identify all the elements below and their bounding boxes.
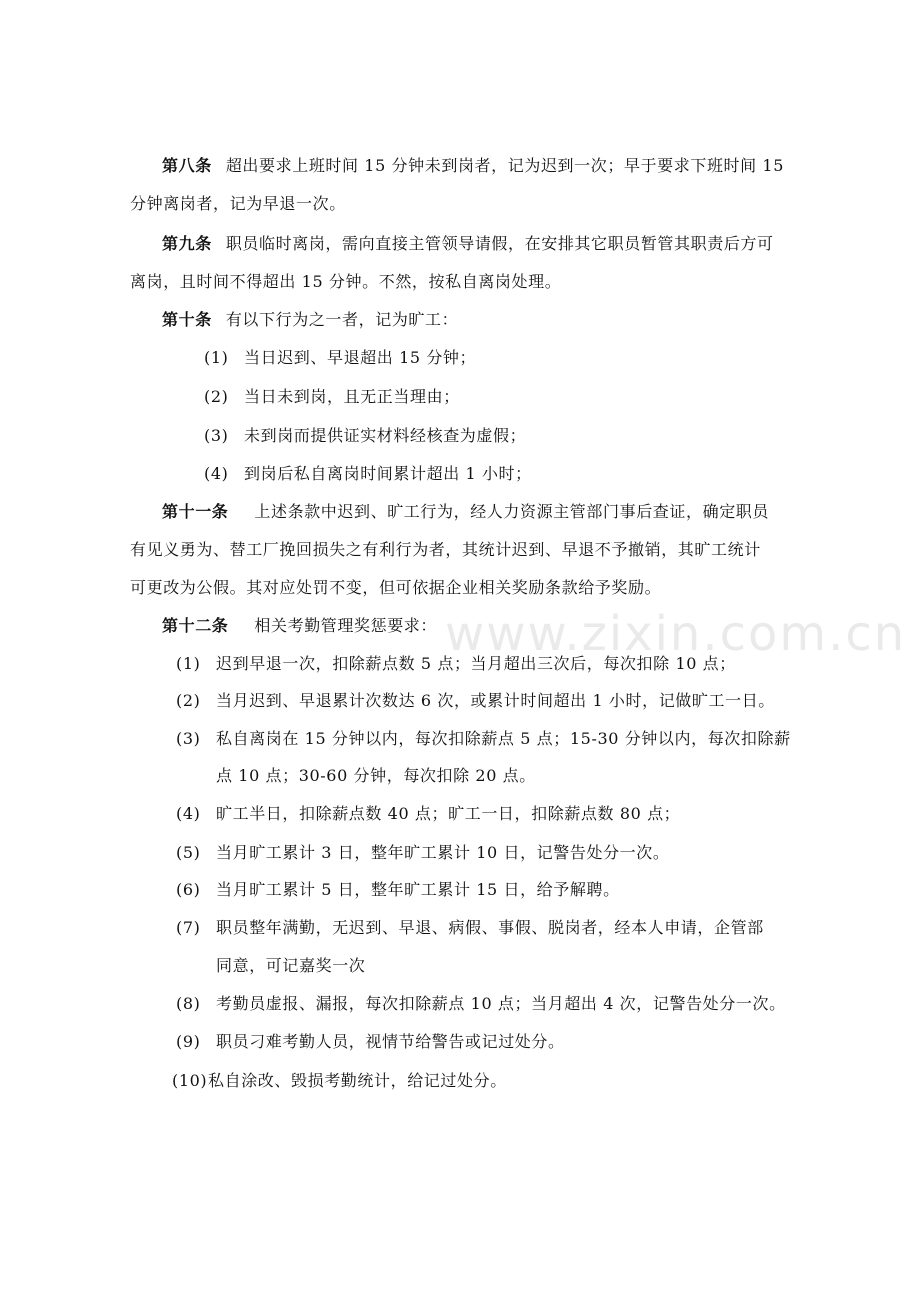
article-10-item-1 xyxy=(204,348,476,368)
article-9-line-1 xyxy=(162,234,774,254)
list-number: (8) xyxy=(176,994,201,1013)
list-number: (2) xyxy=(204,387,229,406)
list-number: (9) xyxy=(176,1032,201,1051)
list-number: (4) xyxy=(204,464,229,483)
article-10-item-2 xyxy=(204,387,460,407)
article-12-item-10 xyxy=(172,1071,507,1091)
list-number: (5) xyxy=(176,843,201,862)
article-8-line-1 xyxy=(162,156,784,176)
article-12-item-1 xyxy=(176,654,736,674)
list-item-text: 旷工半日，扣除薪点数 40 点；旷工一日，扣除薪点数 80 点； xyxy=(216,804,681,823)
list-number: (6) xyxy=(176,880,201,899)
article-12-item-6 xyxy=(176,880,620,900)
list-item-text: 当日迟到、早退超出 15 分钟； xyxy=(244,348,477,367)
article-12-item-3 xyxy=(176,729,791,749)
article-8-line-2: 分钟离岗者，记为早退一次。 xyxy=(130,194,346,213)
article-11-line-3: 可更改为公假。其对应处罚不变，但可依据企业相关奖励条款给予奖励。 xyxy=(130,578,662,597)
list-number: (2) xyxy=(176,691,201,710)
list-item-text: 当月旷工累计 3 日，整年旷工累计 10 日，记警告处分一次。 xyxy=(216,843,670,862)
article-12-item-7-continued: 同意，可记嘉奖一次 xyxy=(216,956,366,975)
list-item-text: 私自离岗在 15 分钟以内，每次扣除薪点 5 点；15-30 分钟以内，每次扣除薪 xyxy=(216,729,791,748)
list-number: (7) xyxy=(176,918,201,937)
article-12-item-3-continued: 点 10 点；30-60 分钟，每次扣除 20 点。 xyxy=(216,766,536,785)
article-12-item-9 xyxy=(176,1032,565,1052)
article-12-line-1 xyxy=(162,616,437,636)
list-item-text: 迟到早退一次，扣除薪点数 5 点；当月超出三次后，每次扣除 10 点； xyxy=(216,654,736,673)
list-item-text: 到岗后私自离岗时间累计超出 1 小时； xyxy=(244,464,532,483)
article-12-text: 相关考勤管理奖惩要求： xyxy=(254,616,438,635)
list-item-text: 当月旷工累计 5 日，整年旷工累计 15 日，给予解聘。 xyxy=(216,880,620,899)
list-item-text: 当月迟到、早退累计次数达 6 次，或累计时间超出 1 小时，记做旷工一日。 xyxy=(216,691,775,710)
watermark: www.zixin.com.cn xyxy=(445,606,907,662)
list-number: (4) xyxy=(176,804,201,823)
list-item-text: 职员整年满勤，无迟到、早退、病假、事假、脱岗者，经本人申请，企管部 xyxy=(216,918,764,937)
article-10-text: 有以下行为之一者，记为旷工： xyxy=(225,310,459,329)
article-11-line-1 xyxy=(162,502,769,522)
list-item-text: 职员刁难考勤人员，视情节给警告或记过处分。 xyxy=(216,1032,565,1051)
article-11-text-1: 上述条款中迟到、旷工行为，经人力资源主管部门事后查证，确定职员 xyxy=(254,502,770,521)
list-number: (1) xyxy=(176,654,201,673)
list-number: (10) xyxy=(172,1071,208,1090)
article-12-item-7 xyxy=(176,918,764,938)
list-item-text: 未到岗而提供证实材料经核查为虚假； xyxy=(244,426,527,445)
article-9-heading: 第九条 xyxy=(162,234,212,253)
list-item-text: 当日未到岗，且无正当理由； xyxy=(244,387,460,406)
article-11-line-2: 有见义勇为、替工厂挽回损失之有利行为者，其统计迟到、早退不予撤销，其旷工统计 xyxy=(130,540,761,559)
list-number: (3) xyxy=(176,729,201,748)
article-10-item-3 xyxy=(204,426,526,446)
article-9-line-2: 离岗，且时间不得超出 15 分钟。不然，按私自离岗处理。 xyxy=(130,272,562,291)
article-12-item-5 xyxy=(176,843,669,863)
article-8-text-1: 超出要求上班时间 15 分钟未到岗者，记为迟到一次；早于要求下班时间 15 xyxy=(225,156,784,175)
article-12-item-2 xyxy=(176,691,775,711)
article-11-heading: 第十一条 xyxy=(162,502,229,521)
list-item-text: 考勤员虚报、漏报，每次扣除薪点 10 点；当月超出 4 次，记警告处分一次。 xyxy=(216,994,786,1013)
article-10-line-1 xyxy=(162,310,458,330)
article-9-text-1: 职员临时离岗，需向直接主管领导请假，在安排其它职员暂管其职责后方可 xyxy=(225,234,774,253)
list-number: (1) xyxy=(204,348,229,367)
article-10-heading: 第十条 xyxy=(162,310,212,329)
article-12-heading: 第十二条 xyxy=(162,616,229,635)
article-12-item-8 xyxy=(176,994,786,1014)
article-12-item-4 xyxy=(176,804,680,824)
list-item-text: 私自涂改、毁损考勤统计，给记过处分。 xyxy=(208,1071,507,1090)
list-number: (3) xyxy=(204,426,229,445)
article-8-heading: 第八条 xyxy=(162,156,212,175)
article-10-item-4 xyxy=(204,464,532,484)
